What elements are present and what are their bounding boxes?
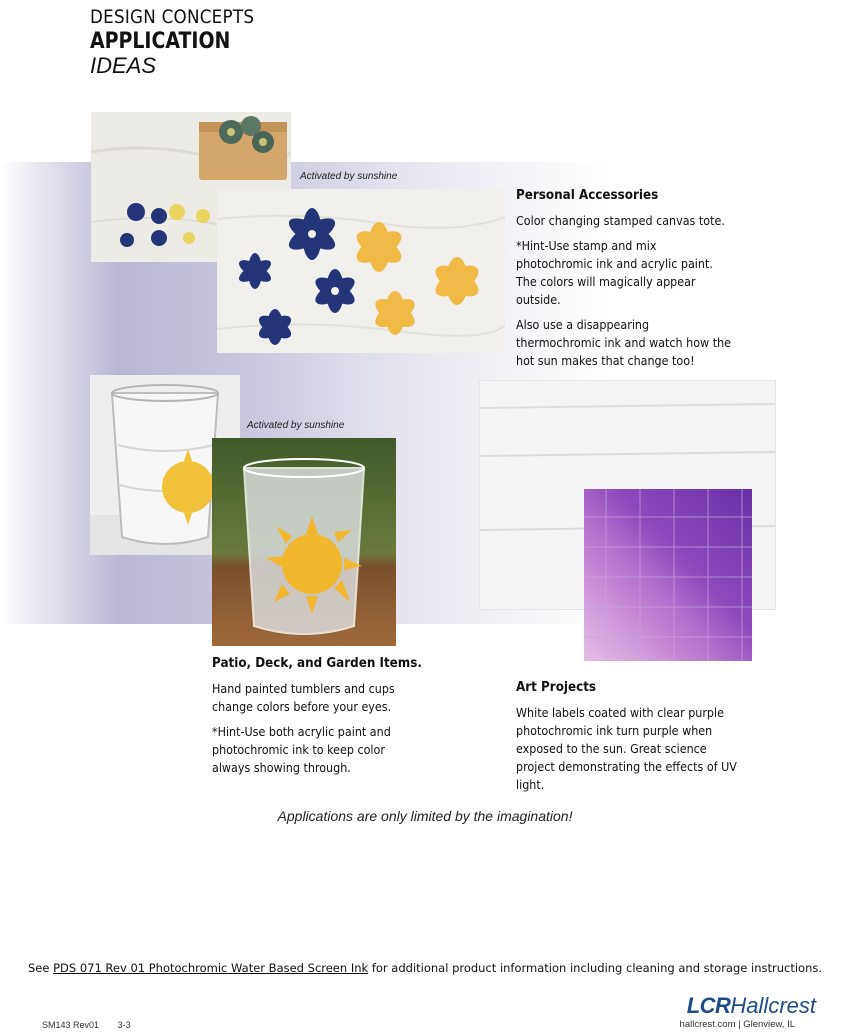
logo-bold: LCR: [686, 993, 731, 1018]
logo-rest: Hallcrest: [730, 993, 816, 1018]
accessories-block: [516, 188, 761, 377]
footnote-post: for additional product information including cleaning and storage instructions.: [368, 961, 823, 975]
labels-after-photo: [584, 489, 752, 661]
footnote-pre: See: [27, 961, 54, 975]
pds-link[interactable]: PDS 071 Rev 01 Photochromic Water Based Screen Ink: [53, 961, 369, 975]
patio-text-2: *Hint-Use both acrylic paint and photochromic ink to keep color always showing through.: [212, 724, 391, 775]
header-line-2: APPLICATION: [90, 29, 231, 54]
tagline: Applications are only limited by the imagination!: [277, 808, 573, 824]
accessories-text-3: Also use a disappearing thermochromic ink and watch how the hot sun makes that change too!: [516, 317, 732, 368]
header-line-3: IDEAS: [90, 53, 157, 78]
patio-text-1: Hand painted tumblers and cups change colors before your eyes.: [212, 681, 395, 714]
accessories-text-2: *Hint-Use stamp and mix photochromic ink and acrylic paint. The colors will magically appear outside.: [516, 238, 713, 307]
header-line-1: DESIGN CONCEPTS: [90, 6, 255, 28]
accessories-title: Personal Accessories: [516, 188, 659, 203]
doc-code: SM143 Rev01: [42, 1020, 100, 1030]
company-logo: [687, 993, 816, 1019]
footnote: [0, 961, 850, 975]
tumbler-after-photo: [212, 438, 396, 646]
art-text-1: White labels coated with clear purple photochromic ink turn purple when exposed to the sun. Great science project demonstrating the effects of UV light.: [516, 705, 737, 792]
site-info: hallcrest.com | Glenview, IL: [679, 1019, 795, 1030]
patio-title: Patio, Deck, and Garden Items.: [212, 656, 422, 671]
accessories-text-1: Color changing stamped canvas tote.: [516, 213, 725, 228]
tote-caption: Activated by sunshine: [300, 171, 398, 182]
document-id: [42, 1020, 147, 1030]
page-number: 3-3: [117, 1020, 131, 1030]
art-title: Art Projects: [516, 680, 597, 695]
tumbler-caption: Activated by sunshine: [247, 420, 345, 431]
page-header: [90, 8, 277, 77]
tote-after-photo: [217, 189, 505, 353]
art-block: [516, 680, 766, 801]
patio-block: [212, 656, 442, 784]
